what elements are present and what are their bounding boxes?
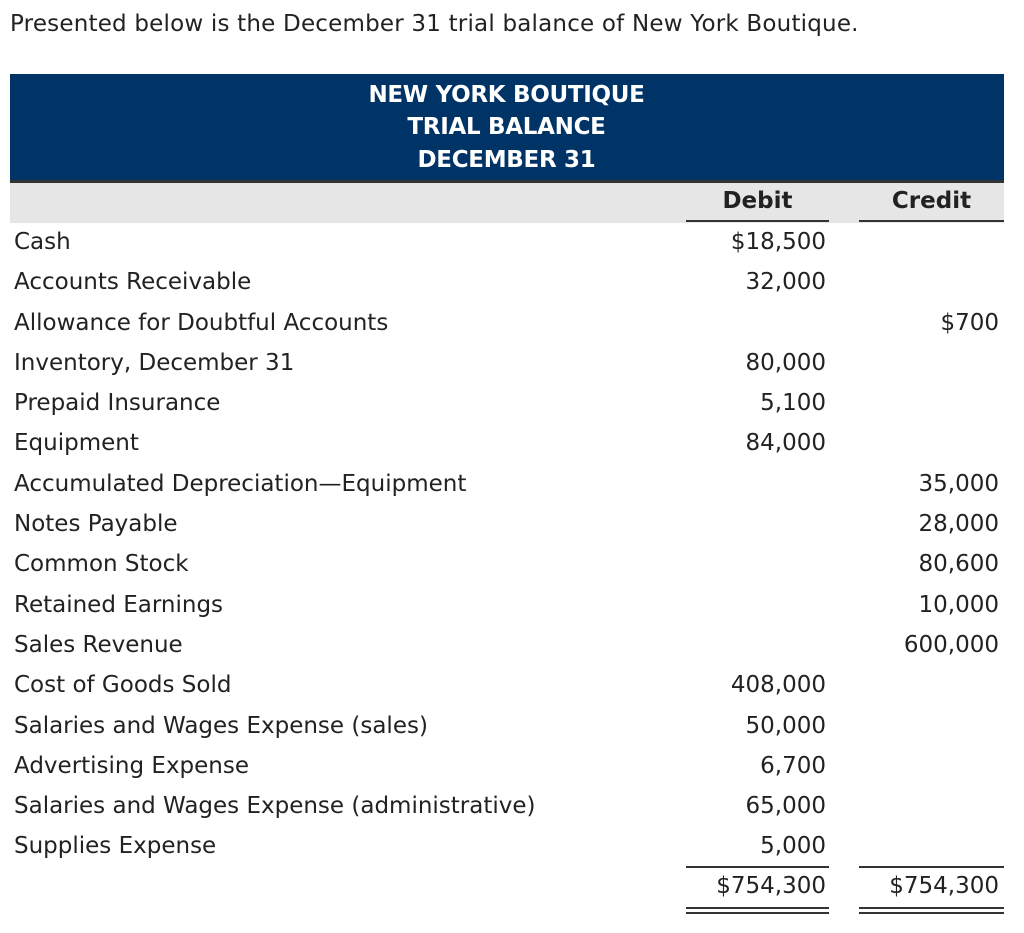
credit-double-underline-bottom xyxy=(859,912,1004,914)
debit-amount: 84,000 xyxy=(745,430,826,457)
credit-double-underline-top xyxy=(859,907,1004,909)
debit-header-underline xyxy=(686,220,829,222)
credit-total: $754,300 xyxy=(889,873,999,899)
account-name: Retained Earnings xyxy=(14,591,224,618)
company-name: NEW YORK BOUTIQUE xyxy=(368,82,645,108)
account-name: Sales Revenue xyxy=(14,631,183,658)
debit-total: $754,300 xyxy=(716,873,826,899)
report-header-banner xyxy=(10,74,1004,180)
account-name: Accumulated Depreciation—Equipment xyxy=(14,470,467,497)
table-row xyxy=(0,748,1024,788)
credit-amount: 10,000 xyxy=(918,591,999,618)
table-row xyxy=(0,466,1024,506)
debit-amount: 32,000 xyxy=(745,269,826,296)
table-row xyxy=(0,264,1024,304)
credit-amount: 600,000 xyxy=(903,631,999,658)
table-row xyxy=(0,828,1024,868)
table-row xyxy=(0,708,1024,748)
table-row xyxy=(0,345,1024,385)
table-row xyxy=(0,305,1024,345)
debit-amount: 50,000 xyxy=(745,712,826,739)
table-row xyxy=(0,667,1024,707)
report-date: DECEMBER 31 xyxy=(417,147,596,173)
debit-sum-rule xyxy=(686,866,829,868)
credit-column-header: Credit xyxy=(891,188,972,214)
header-divider xyxy=(10,180,1004,183)
debit-double-underline-top xyxy=(686,907,829,909)
account-name: Salaries and Wages Expense (administrative) xyxy=(14,793,536,820)
account-name: Notes Payable xyxy=(14,511,178,538)
table-row xyxy=(0,224,1024,264)
account-name: Cost of Goods Sold xyxy=(14,672,232,699)
credit-sum-rule xyxy=(859,866,1004,868)
account-name: Common Stock xyxy=(14,551,189,578)
credit-header-underline xyxy=(859,220,1004,222)
table-row xyxy=(0,627,1024,667)
debit-amount: $18,500 xyxy=(730,229,826,255)
column-header-band xyxy=(10,180,1004,223)
credit-amount: $700 xyxy=(940,309,999,336)
account-name: Equipment xyxy=(14,430,139,457)
trial-balance-rows xyxy=(0,224,1024,869)
account-name: Inventory, December 31 xyxy=(14,349,295,376)
table-row xyxy=(0,788,1024,828)
credit-amount: 35,000 xyxy=(918,470,999,497)
account-name: Accounts Receivable xyxy=(14,269,252,296)
table-row xyxy=(0,425,1024,465)
debit-amount: 5,000 xyxy=(760,833,826,860)
account-name: Supplies Expense xyxy=(14,833,217,860)
report-title: TRIAL BALANCE xyxy=(407,114,606,140)
account-name: Prepaid Insurance xyxy=(14,390,221,417)
debit-amount: 65,000 xyxy=(745,793,826,820)
debit-amount: 6,700 xyxy=(760,752,826,779)
table-row xyxy=(0,506,1024,546)
debit-double-underline-bottom xyxy=(686,912,829,914)
credit-amount: 80,600 xyxy=(918,551,999,578)
intro-text: Presented below is the December 31 trial balance of New York Boutique. xyxy=(10,11,859,37)
table-row xyxy=(0,546,1024,586)
debit-amount: 408,000 xyxy=(730,672,826,699)
account-name: Allowance for Doubtful Accounts xyxy=(14,309,389,336)
account-name: Cash xyxy=(14,229,71,255)
debit-amount: 5,100 xyxy=(760,390,826,417)
debit-column-header: Debit xyxy=(722,188,793,214)
table-row xyxy=(0,587,1024,627)
account-name: Advertising Expense xyxy=(14,752,250,779)
account-name: Salaries and Wages Expense (sales) xyxy=(14,712,428,739)
credit-amount: 28,000 xyxy=(918,511,999,538)
table-row xyxy=(0,385,1024,425)
debit-amount: 80,000 xyxy=(745,349,826,376)
